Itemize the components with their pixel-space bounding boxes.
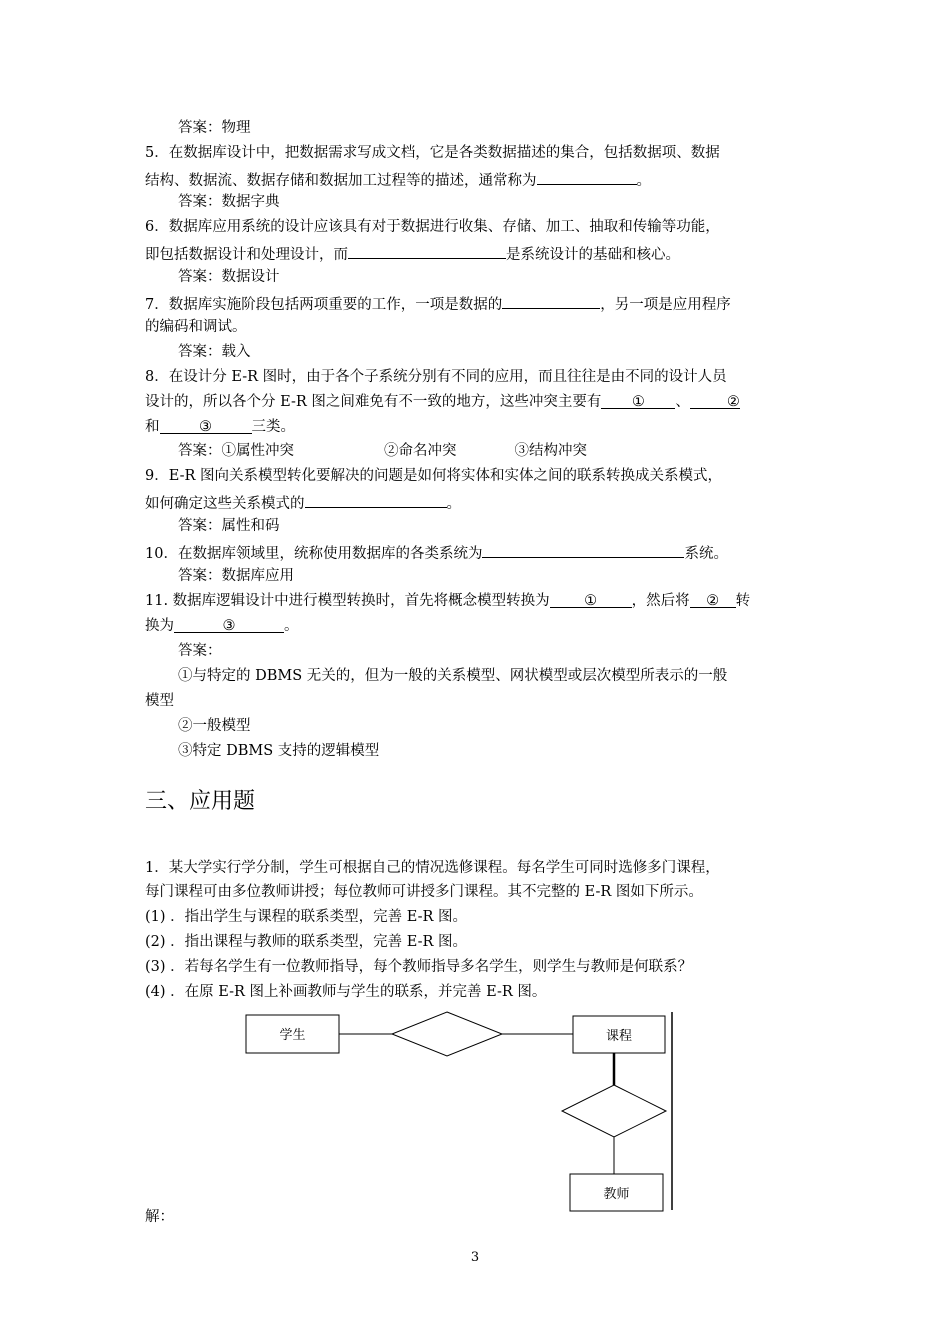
fill-blank: ① xyxy=(550,591,632,608)
question-11-line2: 换为 ③ 。 xyxy=(145,618,299,634)
entity-course-label: 课程 xyxy=(605,1029,633,1044)
sub-question-3: (3) ．若每名学生有一位教师指导，每个教师指导多名学生，则学生与教师是何联系？ xyxy=(145,959,693,975)
entity-teacher-label: 教师 xyxy=(603,1187,630,1202)
answer-8: 答案：①属性冲突 ②命名冲突 ③结构冲突 xyxy=(178,443,587,459)
relationship-diamond-top xyxy=(392,1012,502,1056)
answer-11-part1: ①与特定的 DBMS 无关的，但为一般的关系模型、网状模型或层次模型所表示的一般 xyxy=(178,668,728,684)
page-number: 3 xyxy=(470,1250,480,1265)
answer-6: 答案：数据设计 xyxy=(178,269,280,285)
question-6-line1: 6．数据库应用系统的设计应该具有对于数据进行收集、存储、加工、抽取和传输等功能， xyxy=(145,219,720,235)
question-6-line2: 即包括数据设计和处理设计，而 是系统设计的基础和核心。 xyxy=(145,242,680,265)
answer-9: 答案：属性和码 xyxy=(178,518,280,534)
fill-blank: ② xyxy=(690,591,736,608)
fill-blank: ① xyxy=(601,392,675,409)
fill-blank: ② xyxy=(690,392,740,409)
relationship-diamond-right xyxy=(562,1085,666,1137)
question-10-line1: 10．在数据库领域里，统称使用数据库的各类系统为 系统。 xyxy=(145,541,728,564)
answer-11-part1-cont: 模型 xyxy=(145,693,174,709)
question-8-line1: 8．在设计分 E-R 图时，由于各个子系统分别有不同的应用，而且往往是由不同的设计人员 xyxy=(145,369,727,385)
answer-7: 答案：载入 xyxy=(178,344,251,360)
question-11-line1: 11. 数据库逻辑设计中进行模型转换时，首先将概念模型转换为 ① ，然后将 ② 转 xyxy=(145,593,751,609)
question-7-line1: 7．数据库实施阶段包括两项重要的工作，一项是数据的 ，另一项是应用程序 xyxy=(145,292,731,315)
question-5-line1: 5．在数据库设计中，把数据需求写成文档，它是各类数据描述的集合，包括数据项、数据 xyxy=(145,145,720,161)
solution-label: 解： xyxy=(145,1209,174,1225)
answer-4: 答案：物理 xyxy=(178,120,251,136)
question-8-line2: 设计的，所以各个分 E-R 图之间难免有不一致的地方，这些冲突主要有 ① 、 ② xyxy=(145,394,740,410)
question-8-line3: 和 ③ 三类。 xyxy=(145,419,295,435)
sub-question-1: (1) ．指出学生与课程的联系类型，完善 E-R 图。 xyxy=(145,909,468,925)
application-question-line1: 1．某大学实行学分制，学生可根据自己的情况选修课程。每名学生可同时选修多门课程， xyxy=(145,860,720,876)
question-9-line1: 9．E-R 图向关系模型转化要解决的问题是如何将实体和实体之间的联系转换成关系模式， xyxy=(145,468,723,484)
sub-question-2: (2) ．指出课程与教师的联系类型，完善 E-R 图。 xyxy=(145,934,468,950)
question-9-line2: 如何确定这些关系模式的 。 xyxy=(145,491,461,514)
entity-student-label: 学生 xyxy=(279,1028,306,1043)
fill-blank: ③ xyxy=(160,417,252,434)
answer-11-label: 答案： xyxy=(178,643,222,659)
question-7-line2: 的编码和调试。 xyxy=(145,319,247,335)
answer-5: 答案：数据字典 xyxy=(178,194,280,210)
answer-10: 答案：数据库应用 xyxy=(178,568,294,584)
question-5-line2: 结构、数据流、数据存储和数据加工过程等的描述，通常称为 。 xyxy=(145,168,651,191)
application-question-line2: 每门课程可由多位教师讲授；每位教师可讲授多门课程。其不完整的 E-R 图如下所示。 xyxy=(145,884,703,900)
sub-question-4: (4) ．在原 E-R 图上补画教师与学生的联系，并完善 E-R 图。 xyxy=(145,984,547,1000)
fill-blank: ③ xyxy=(174,616,284,633)
section-heading: 三、应用题 xyxy=(145,789,256,814)
answer-11-part3: ③特定 DBMS 支持的逻辑模型 xyxy=(178,743,380,759)
answer-11-part2: ②一般模型 xyxy=(178,718,251,734)
